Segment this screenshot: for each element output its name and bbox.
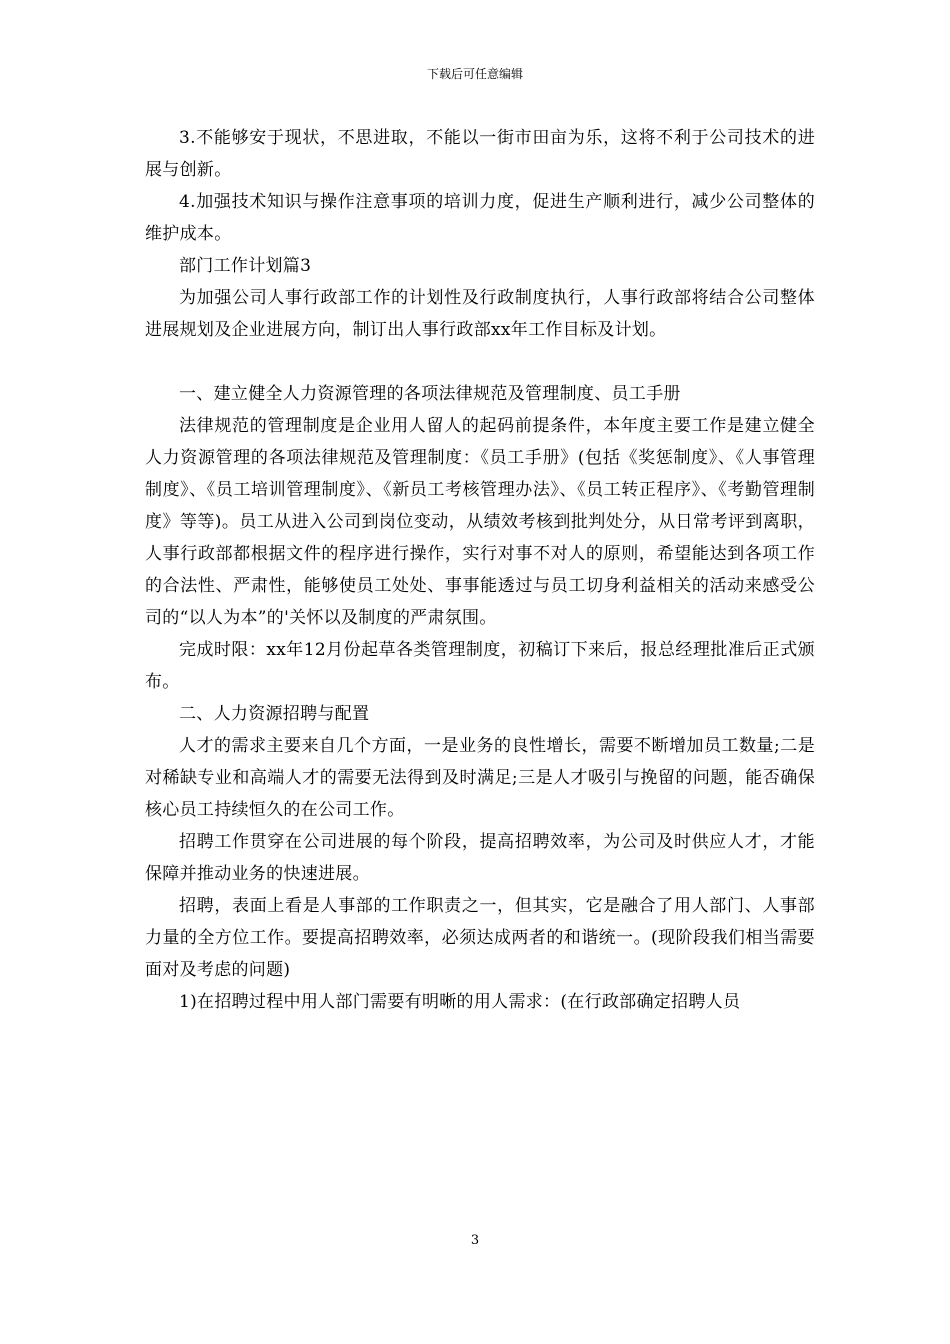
paragraph-item-4: 4.加强技术知识与操作注意事项的培训力度，促进生产顺利进行，减少公司整体的维护成本。: [145, 192, 815, 244]
recruitment-detail-paragraph: 招聘，表面上看是人事部的工作职责之一，但其实，它是融合了用人部门、人事部力量的全方位工作。要提高招聘效率，必须达成两者的和谐统一。(现阶段我们相当需要面对及考虑的问题): [145, 896, 815, 980]
recruitment-paragraph: 招聘工作贯穿在公司进展的每个阶段，提高招聘效率，为公司及时供应人才，才能保障并推动业务的快速进展。: [145, 832, 815, 884]
rules-paragraph: 法律规范的管理制度是企业用人留人的起码前提条件，本年度主要工作是建立健全人力资源管理的各项法律规范及管理制度：《员工手册》(包括《奖惩制度》、《人事管理制度》、《员工培训管理制度》、《新员工考核管理办法》、《员工转正程序》、《考勤管理制度》等等)。员工从进入公司到岗位变动，从绩效考核到批判处分，从日常考评到离职，人事行政部都根据文件的程序进行操作，实行对事不对人的原则，希望能达到各项工作的合法性、严肃性，能够使员工处处、事事能透过与员工切身利益相关的活动来感受公司的“以人为本”的'关怀以及制度的严肃氛围。: [145, 416, 815, 628]
section-title: 部门工作计划篇3: [179, 256, 312, 276]
talent-demand-paragraph: 人才的需求主要来自几个方面，一是业务的良性增长，需要不断增加员工数量;二是对稀缺专业和高端人才的需要无法得到及时满足;三是人才吸引与挽留的问题，能否确保核心员工持续恒久的在公司工作。: [145, 736, 815, 820]
header-note: 下载后可任意编辑: [426, 67, 523, 81]
heading-two: 二、人力资源招聘与配置: [179, 704, 370, 724]
page-number: 3: [470, 1233, 480, 1248]
document-body: [145, 122, 815, 1018]
deadline-paragraph: 完成时限：xx年12月份起草各类管理制度，初稿订下来后，报总经理批准后正式颁布。: [145, 640, 815, 692]
heading-one: 一、建立健全人力资源管理的各项法律规范及管理制度、员工手册: [179, 384, 681, 404]
recruitment-point-1: 1)在招聘过程中用人部门需要有明晰的用人需求：(在行政部确定招聘人员: [179, 992, 741, 1012]
intro-paragraph: 为加强公司人事行政部工作的计划性及行政制度执行，人事行政部将结合公司整体进展规划及企业进展方向，制订出人事行政部xx年工作目标及计划。: [145, 288, 815, 340]
paragraph-item-3: 3.不能够安于现状，不思进取，不能以一街市田亩为乐，这将不利于公司技术的进展与创新。: [145, 128, 815, 180]
